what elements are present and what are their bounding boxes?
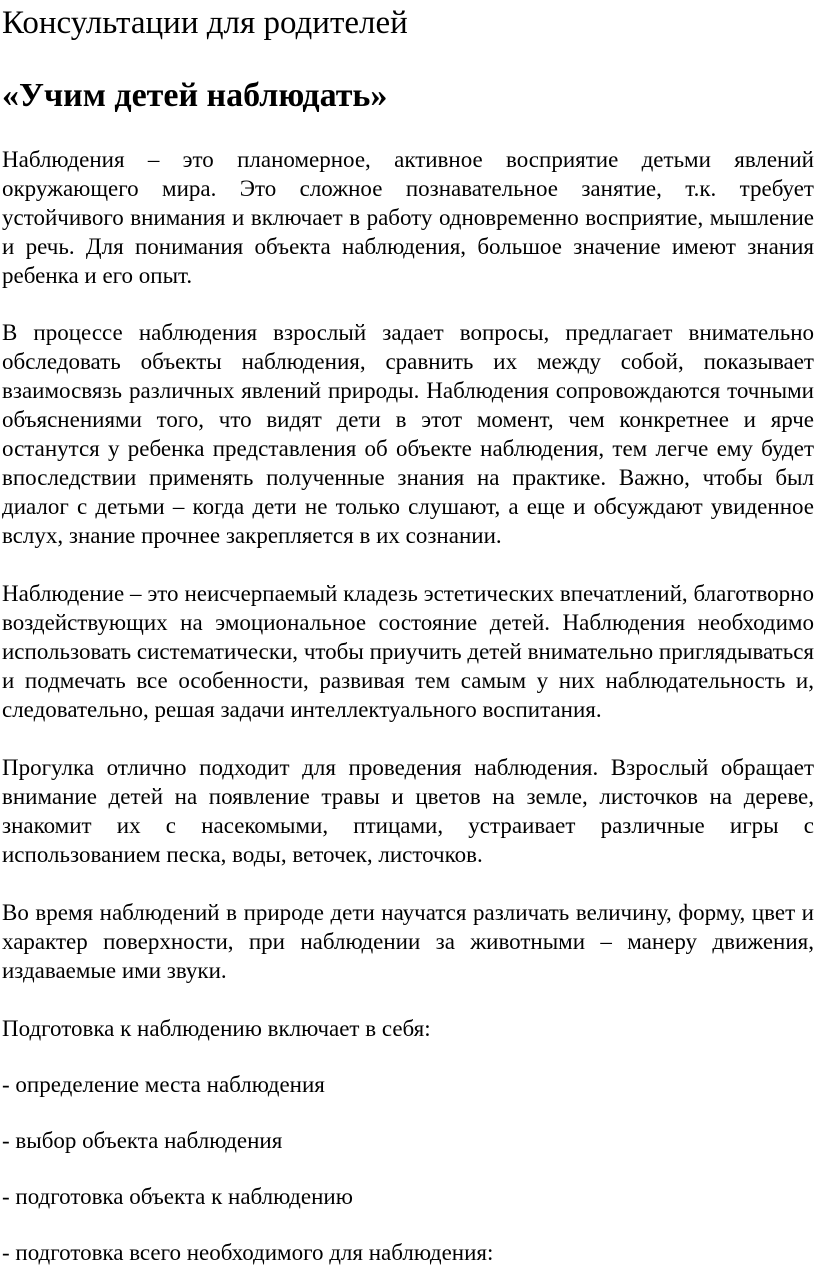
document-header: Консультации для родителей [2,5,408,41]
paragraph-observation-process: В процессе наблюдения взрослый задает вопросы, предлагает внимательно обследовать объекты наблюдения, сравнить их между собой, показывает взаимосвязь различных явлений природы. Наблюдения сопровождаются точными объяснениями того, что видят дети в этот момент, чем конкретнее и ярче останутся у ребенка представления об объекте наблюдения, тем легче ему будет впоследствии применять полученные знания на практике. Важно, чтобы был диалог с детьми – когда дети не только слушают, а еще и обсуждают увиденное вслух, знание прочнее закрепляется в их сознании. [2,320,814,548]
list-item: - подготовка объекта к наблюдению [2,1184,353,1209]
list-item: - выбор объекта наблюдения [2,1128,283,1153]
paragraph-nature-observation: Во время наблюдений в природе дети научатся различать величину, форму, цвет и характер поверхности, при наблюдении за животными – манеру движения, издаваемые ими звуки. [2,900,814,983]
paragraph-observation-definition: Наблюдения – это планомерное, активное восприятие детьми явлений окружающего мира. Это сложное познавательное занятие, т.к. требует устойчивого внимания и включает в работу одновременно восприятие, мышление и речь. Для понимания объекта наблюдения, большое значение имеют знания ребенка и его опыт. [2,147,814,288]
list-item: - определение места наблюдения [2,1072,325,1097]
paragraph-aesthetic-impressions: Наблюдение – это неисчерпаемый кладезь эстетических впечатлений, благотворно воздействующих на эмоциональное состояние детей. Наблюдения необходимо использовать систематически, чтобы приучить детей внимательно приглядываться и подмечать все особенности, развивая тем самым у них наблюдательность и, следовательно, решая задачи интеллектуального воспитания. [2,581,814,722]
paragraph-walk: Прогулка отлично подходит для проведения наблюдения. Взрослый обращает внимание детей на появление травы и цветов на земле, листочков на дереве, знакомит их с насекомыми, птицами, устраивает различные игры с использованием песка, воды, веточек, листочков. [2,755,814,867]
list-item: - подготовка всего необходимого для наблюдения: [2,1240,494,1265]
preparation-intro: Подготовка к наблюдению включает в себя: [2,1016,431,1041]
document-title: «Учим детей наблюдать» [2,77,388,114]
